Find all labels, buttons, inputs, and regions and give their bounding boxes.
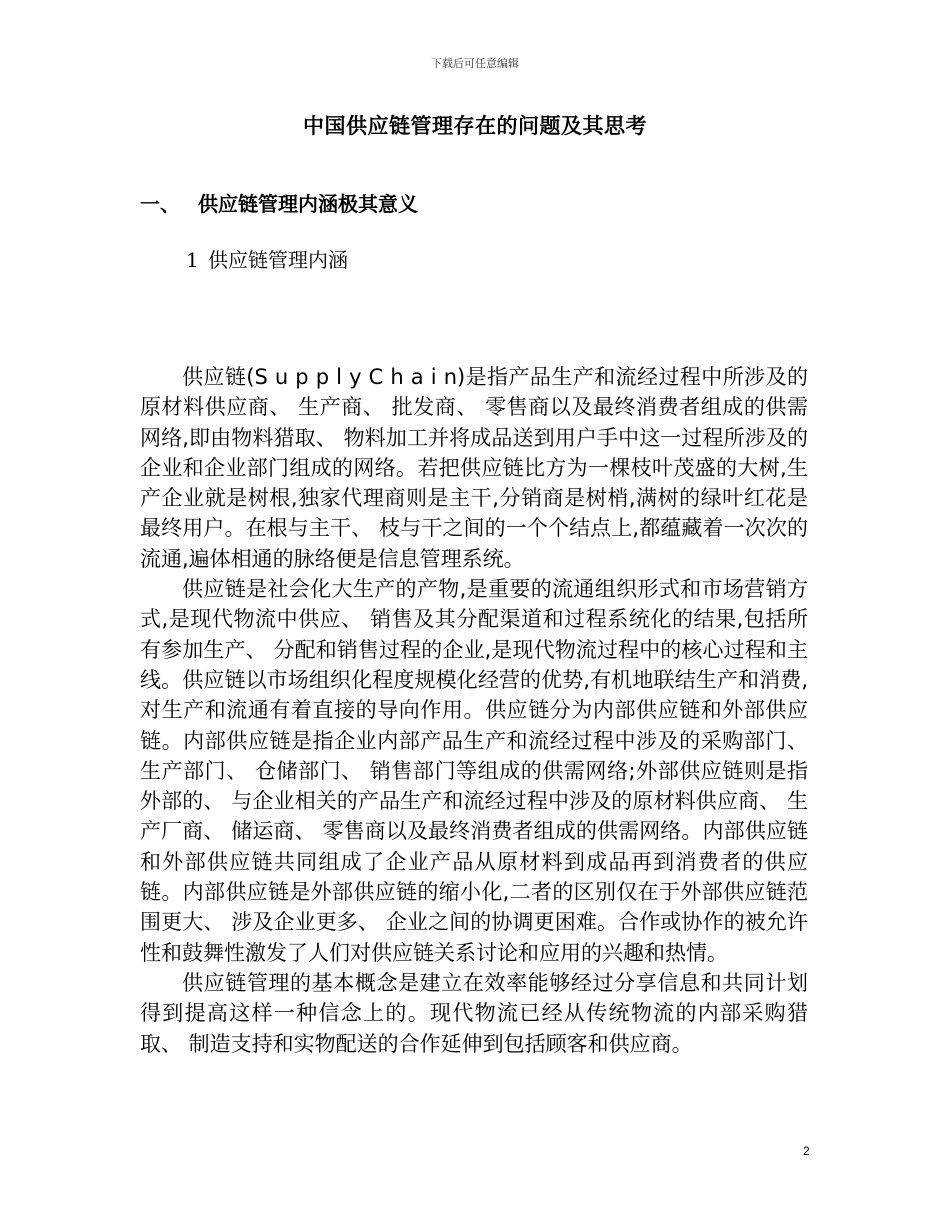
paragraph: 供应链管理的基本概念是建立在效率能够经过分享信息和共同计划得到提高这样一种信念上的。现代物流已经从传统物流的内部采购猎取、 制造支持和实物配送的合作延伸到包括顾客和供应商。: [140, 970, 808, 1056]
page-header-note: 下载后可任意编辑: [431, 57, 519, 70]
document-title: 中国供应链管理存在的问题及其思考: [303, 114, 647, 138]
section-heading: [140, 188, 418, 217]
paragraph: 供应链(S u p p l y C h a i n)是指产品生产和流经过程中所涉及的原材料供应商、 生产商、 批发商、 零售商以及最终消费者组成的供需网络,即由物料猎取、 物料加工并将成品送到用户手中这一过程所涉及的企业和企业部门组成的网络。若把供应链比方为一棵枝叶茂盛的大树,生产企业就是树根,独家代理商则是主干,分销商是树梢,满树的绿叶红花是最终用户。在根与主干、 枝与干之间的一个个结点上,都蕴藏着一次次的流通,遍体相通的脉络便是信息管理系统。: [140, 365, 808, 571]
section-title: 供应链管理内涵极其意义: [198, 192, 418, 216]
paragraph: 供应链是社会化大生产的产物,是重要的流通组织形式和市场营销方式,是现代物流中供应、 销售及其分配渠道和过程系统化的结果,包括所有参加生产、 分配和销售过程的企业,是现代物流过程中的核心过程和主线。供应链以市场组织化程度规模化经营的优势,有机地联结生产和消费,对生产和流通有着直接的导向作用。供应链分为内部供应链和外部供应链。内部供应链是指企业内部产品生产和流经过程中涉及的采购部门、 生产部门、 仓储部门、 销售部门等组成的供需网络;外部供应链则是指外部的、 与企业相关的产品生产和流经过程中涉及的原材料供应商、 生产厂商、 储运商、 零售商以及最终消费者组成的供需网络。内部供应链和外部供应链共同组成了企业产品从原材料到成品再到消费者的供应链。内部供应链是外部供应链的缩小化,二者的区别仅在于外部供应链范围更大、 涉及企业更多、 企业之间的协调更困难。合作或协作的被允许性和鼓舞性激发了人们对供应链关系讨论和应用的兴趣和热情。: [140, 577, 808, 965]
subsection-heading: [186, 244, 348, 273]
page-number: 2: [803, 1144, 810, 1158]
body-text: [140, 362, 808, 1059]
subsection-title: 供应链管理内涵: [208, 248, 348, 272]
section-number: 一、: [140, 192, 180, 216]
subsection-number: 1: [186, 248, 199, 272]
